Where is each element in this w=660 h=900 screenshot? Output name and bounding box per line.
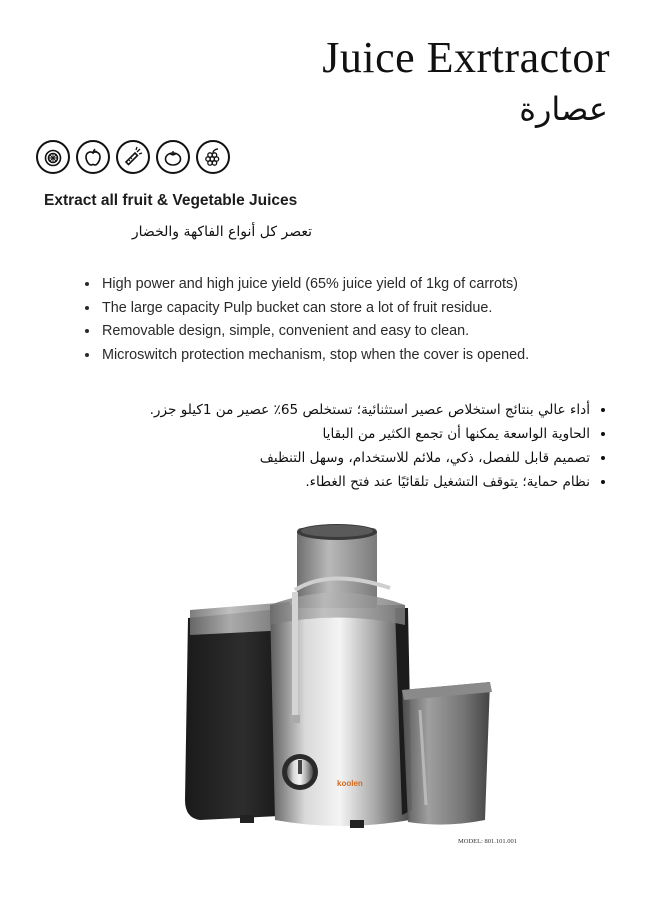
feature-list-arabic	[50, 398, 612, 494]
orange-icon	[36, 140, 70, 174]
feature-item-arabic: • أداء عالي بنتائج استخلاص عصير استثنائية؛ تستخلص 65٪ عصير من 1كيلو جزر.	[50, 398, 590, 422]
grapes-icon	[196, 140, 230, 174]
juicer-product-image	[140, 510, 550, 840]
product-title-arabic: عصارة	[519, 90, 608, 128]
feature-list-english	[78, 273, 660, 367]
headline: Extract all fruit & Vegetable Juices	[44, 192, 298, 209]
feature-item: • The large capacity Pulp bucket can store a lot of fruit residue.	[100, 297, 660, 321]
produce-icons-row	[36, 140, 230, 174]
tomato-icon	[156, 140, 190, 174]
feature-item-arabic: • نظام حماية؛ يتوقف التشغيل تلقائيًا عند فتح الغطاء.	[50, 470, 590, 494]
carrot-icon	[116, 140, 150, 174]
feature-item: • Microswitch protection mechanism, stop when the cover is opened.	[100, 344, 660, 368]
feature-item: • Removable design, simple, convenient and easy to clean.	[100, 320, 660, 344]
product-title: Juice Exrtractor	[322, 33, 610, 82]
feature-item-arabic: • الحاوية الواسعة يمكنها أن تجمع الكثير من البقايا	[50, 422, 590, 446]
apple-icon	[76, 140, 110, 174]
brand-logo: koolen	[337, 779, 363, 788]
headline-arabic: تعصر كل أنواع الفاكهة والخضار	[131, 224, 312, 240]
model-number: MODEL: 801.101.001	[458, 838, 518, 845]
feature-item: • High power and high juice yield (65% juice yield of 1kg of carrots)	[100, 273, 660, 297]
feature-item-arabic: • تصميم قابل للفصل، ذكي، ملائم للاستخدام، وسهل التنظيف	[50, 446, 590, 470]
